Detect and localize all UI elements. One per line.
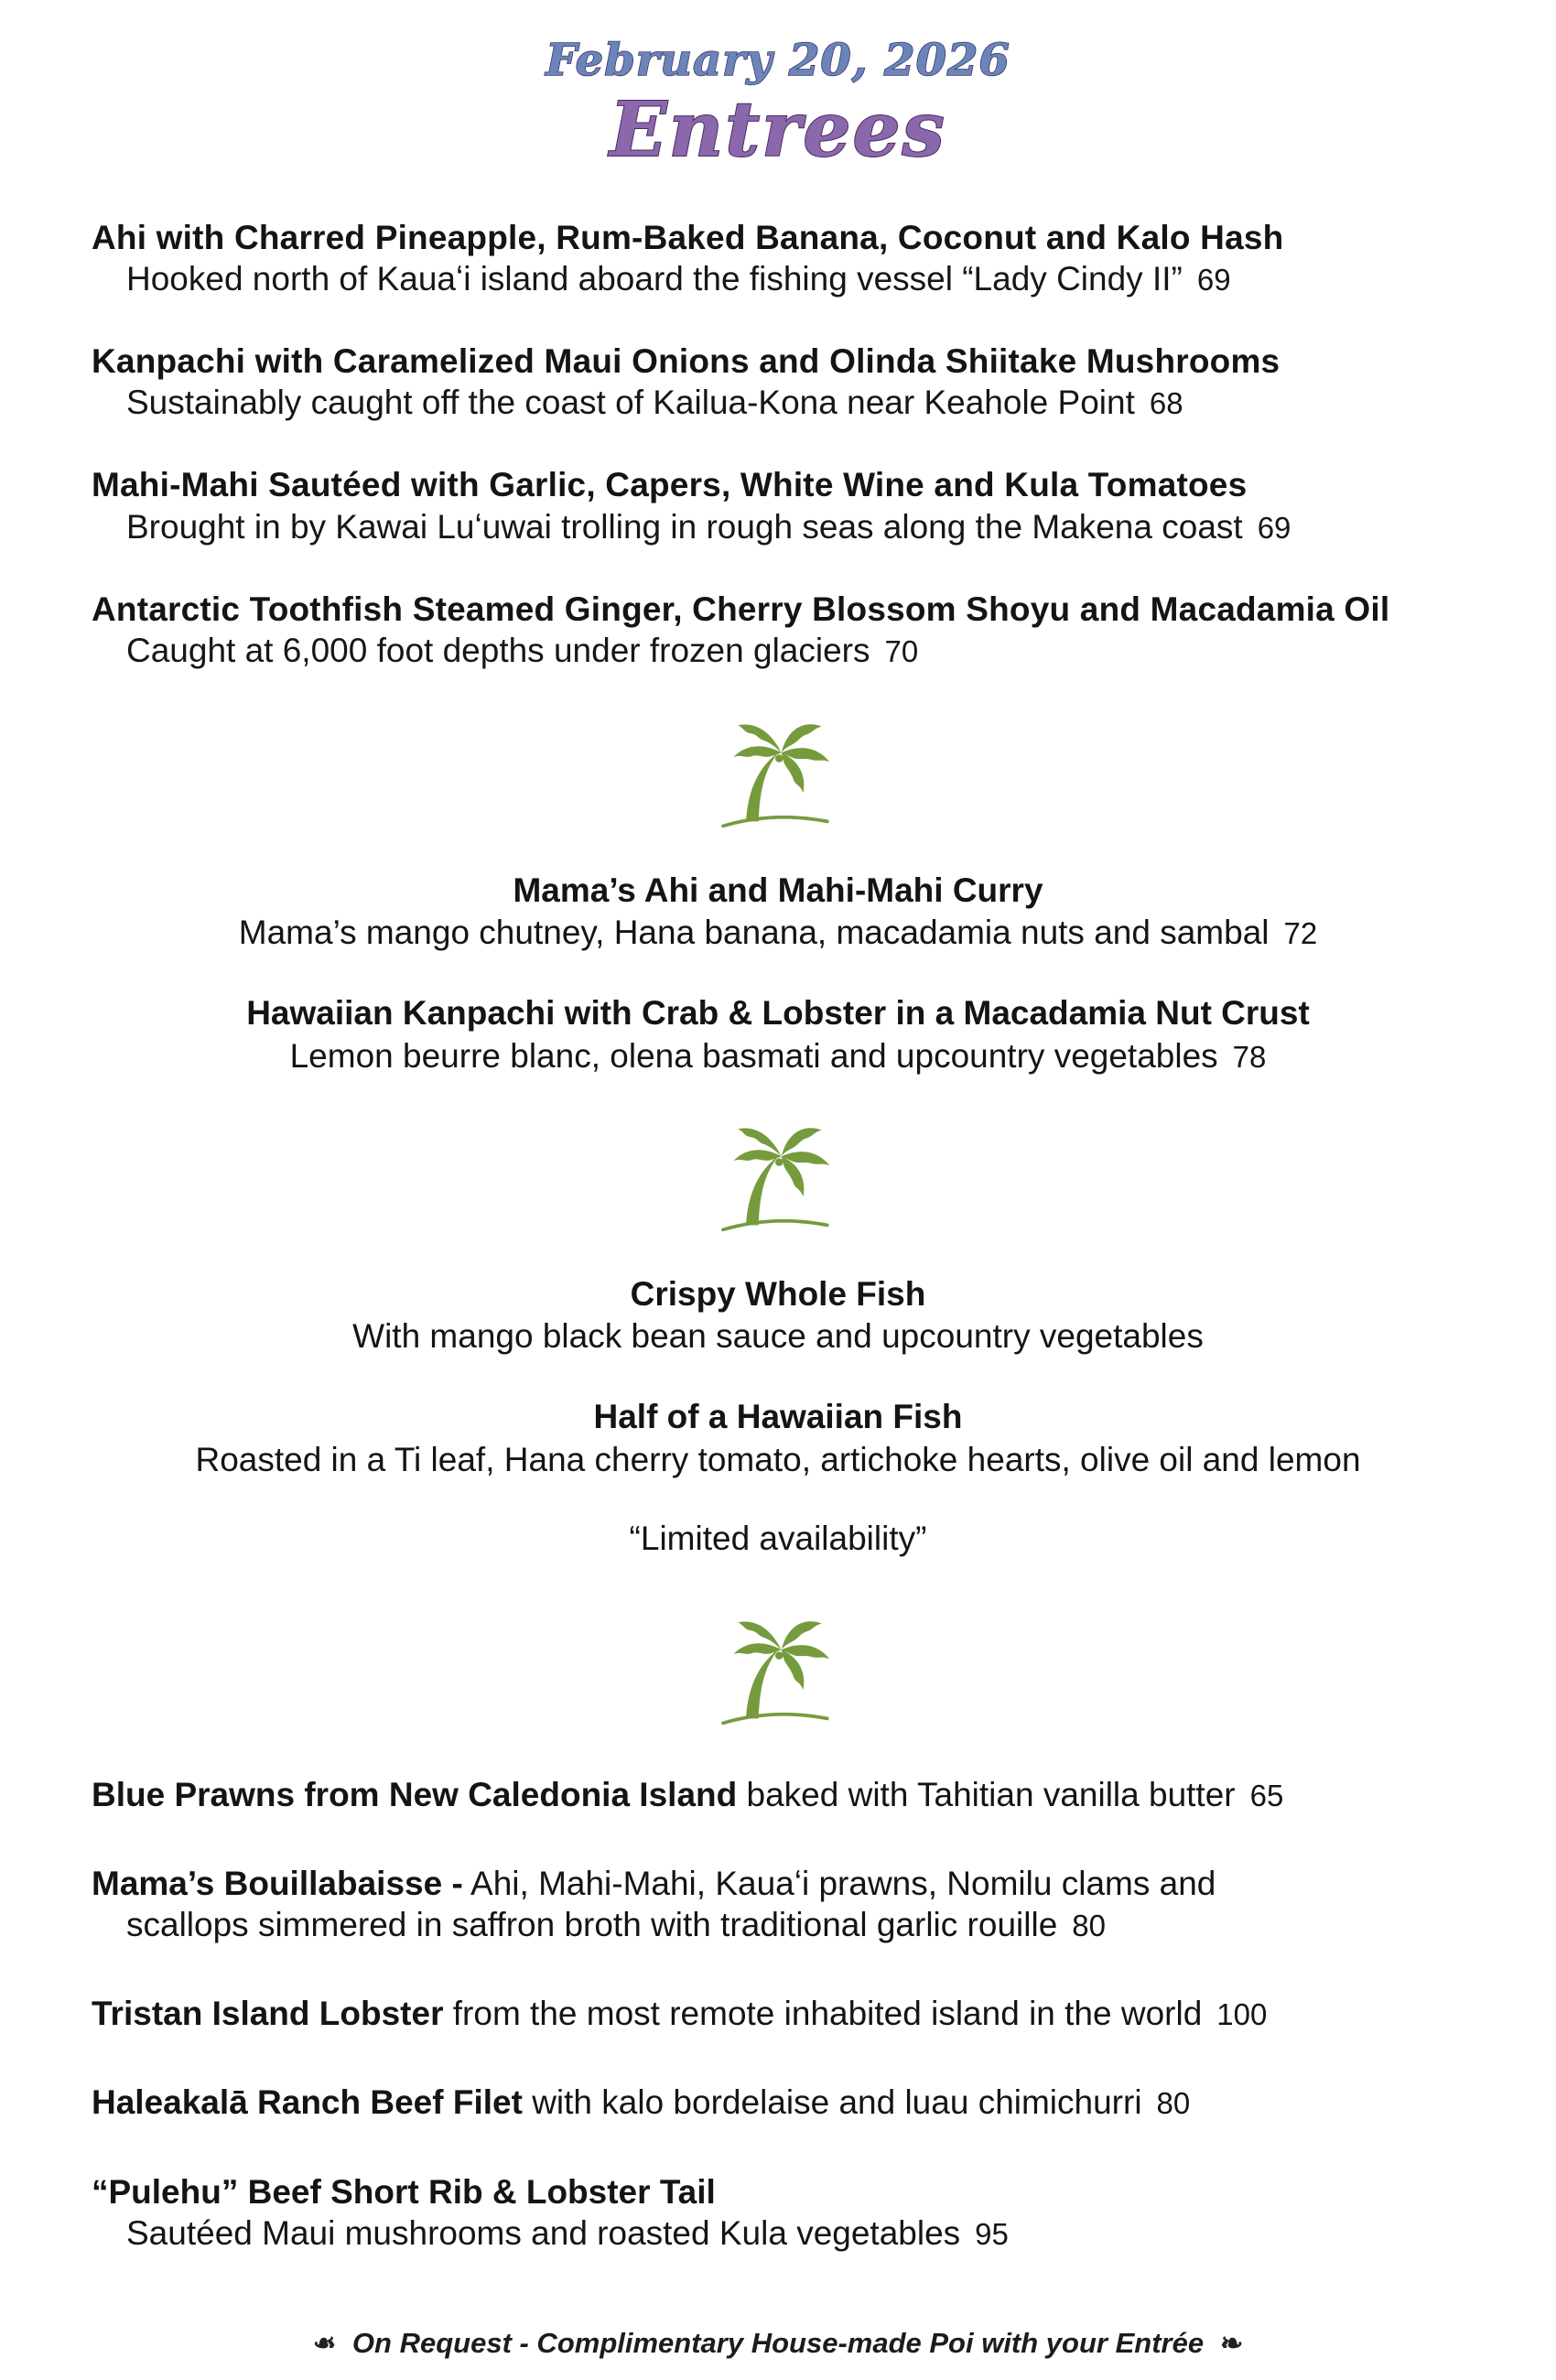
item-description [126, 258, 1474, 299]
item-description-text: with kalo bordelaise and luau chimichurri [532, 2083, 1142, 2122]
item-description-text: Ahi, Mahi-Mahi, Kauaʻi prawns, Nomilu clams and [470, 1865, 1216, 1903]
fleuron-icon: ❧ [1220, 2328, 1244, 2359]
entree-list-top [0, 217, 1556, 671]
item-description [126, 2212, 1483, 2254]
menu-date: February 20, 2026 [546, 35, 1010, 86]
item-price: 69 [1196, 263, 1231, 298]
item-price: 80 [1072, 1909, 1106, 1943]
item-title: “Pulehu” Beef Short Rib & Lobster Tail [92, 2172, 716, 2211]
palm-tree-icon [709, 1609, 847, 1747]
menu-item [92, 2082, 1483, 2123]
menu-item [92, 1774, 1483, 1815]
item-price: 65 [1249, 1778, 1284, 1812]
item-description-text: scallops simmered in saffron broth with traditional garlic rouille [126, 1906, 1058, 1944]
menu-item [92, 217, 1474, 299]
item-price: 69 [1257, 510, 1291, 545]
item-title: Crispy Whole Fish [630, 1274, 926, 1313]
menu-item [92, 2171, 1483, 2254]
menu-item [0, 992, 1556, 1077]
item-price: 68 [1149, 386, 1183, 421]
menu-header [0, 0, 1556, 174]
item-description-text: Caught at 6,000 foot depths under frozen glaciers [126, 631, 870, 669]
item-description [126, 630, 1474, 671]
item-price: 78 [1232, 1039, 1267, 1074]
item-title: Antarctic Toothfish Steamed Ginger, Cherry Blossom Shoyu and Macadamia Oil [92, 590, 1390, 628]
item-description-text: from the most remote inhabited island in the world [452, 1995, 1203, 2033]
item-title: Half of a Hawaiian Fish [593, 1398, 963, 1436]
palm-tree-icon [709, 1116, 847, 1253]
entree-list-bottom [0, 1774, 1556, 2254]
menu-item [92, 589, 1474, 671]
item-description [126, 382, 1474, 423]
item-description-text: Lemon beurre blanc, olena basmati and upcountry vegetables [289, 1036, 1218, 1075]
item-price: 95 [975, 2216, 1009, 2251]
item-price: 70 [884, 633, 919, 668]
item-title: Ahi with Charred Pineapple, Rum-Baked Banana, Coconut and Kalo Hash [92, 218, 1284, 256]
item-title-inline: Tristan Island Lobster [92, 1995, 444, 2033]
availability-note: “Limited availability” [629, 1519, 927, 1557]
menu-item [92, 1993, 1483, 2034]
item-description: Roasted in a Ti leaf, Hana cherry tomato, artichoke hearts, olive oil and lemon [195, 1440, 1361, 1478]
palm-tree-icon [709, 712, 847, 849]
item-description [0, 1035, 1556, 1077]
menu-item [0, 1396, 1556, 1481]
item-title-inline: Mama’s Bouillabaisse - [92, 1865, 463, 1903]
item-title: Hawaiian Kanpachi with Crab & Lobster in a Macadamia Nut Crust [246, 994, 1310, 1033]
section-divider [0, 1116, 1556, 1253]
item-title-inline: Haleakalā Ranch Beef Filet [92, 2083, 523, 2122]
item-description-text: Sautéed Maui mushrooms and roasted Kula vegetables [126, 2213, 961, 2252]
menu-item [0, 1273, 1556, 1358]
menu-item [92, 464, 1474, 546]
menu-item [92, 1863, 1483, 1945]
menu-item [0, 870, 1556, 955]
item-price: 72 [1283, 916, 1318, 951]
fleuron-icon: ❧ [312, 2328, 336, 2359]
item-description-text: baked with Tahitian vanilla butter [746, 1775, 1236, 1813]
item-price: 100 [1216, 1997, 1268, 2032]
item-description-text: Mama’s mango chutney, Hana banana, macadamia nuts and sambal [238, 914, 1270, 952]
item-price: 80 [1156, 2086, 1191, 2121]
item-description [0, 912, 1556, 954]
page-title: Entrees [610, 85, 946, 174]
item-description-text: Sustainably caught off the coast of Kailua-Kona near Keahole Point [126, 384, 1135, 422]
item-title: Mama’s Ahi and Mahi-Mahi Curry [513, 871, 1043, 909]
entree-list-specials [0, 1273, 1556, 1558]
item-description [126, 506, 1474, 547]
item-title: Mahi-Mahi Sautéed with Garlic, Capers, White Wine and Kula Tomatoes [92, 466, 1248, 504]
item-title-inline: Blue Prawns from New Caledonia Island [92, 1775, 738, 1813]
section-divider [0, 1609, 1556, 1747]
item-line-2 [126, 1904, 1483, 1945]
entree-list-center [0, 870, 1556, 1077]
item-description-text: Brought in by Kawai Luʻuwai trolling in rough seas along the Makena coast [126, 507, 1243, 546]
section-divider [0, 712, 1556, 849]
item-description: With mango black bean sauce and upcountry vegetables [352, 1317, 1204, 1356]
item-line-1 [92, 1863, 1483, 1904]
footer-text: On Request - Complimentary House-made Poi with your Entrée [351, 2326, 1205, 2359]
menu-footer [0, 2327, 1556, 2360]
item-title: Kanpachi with Caramelized Maui Onions and Olinda Shiitake Mushrooms [92, 342, 1280, 381]
item-description-text: Hooked north of Kauaʻi island aboard the fishing vessel “Lady Cindy II” [126, 260, 1183, 298]
menu-item [92, 341, 1474, 423]
